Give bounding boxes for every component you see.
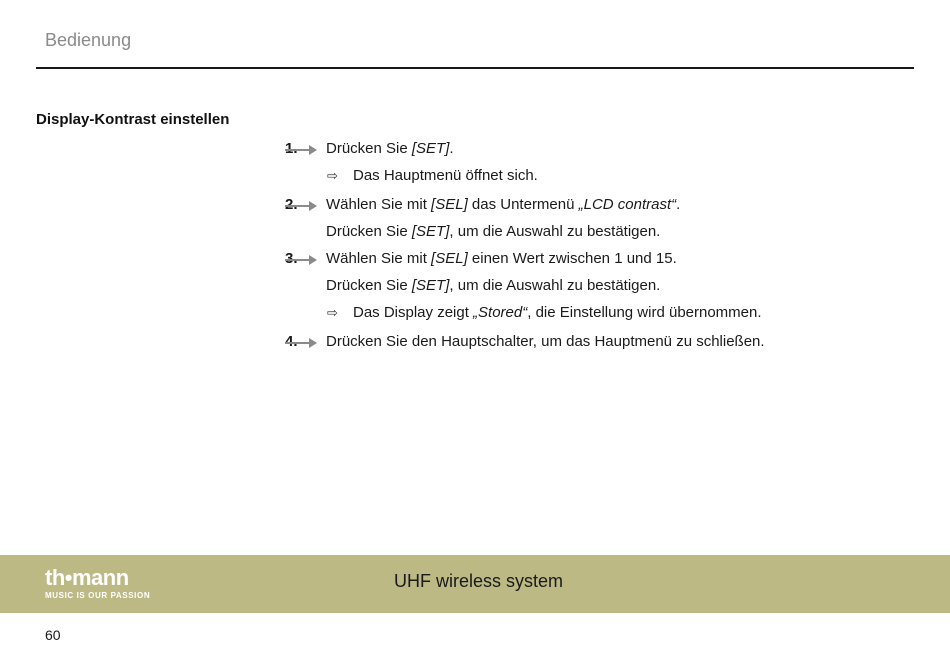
step-number: 3.	[285, 245, 319, 272]
result-arrow-icon: ⇨	[327, 305, 338, 320]
page-header-title: Bedienung	[45, 30, 132, 50]
header-divider	[36, 67, 914, 69]
step-3-result: ⇨ Das Display zeigt „Stored“, die Einstellung wird übernommen.	[285, 299, 905, 326]
result-arrow-icon: ⇨	[327, 168, 338, 183]
step-arrow-icon	[285, 255, 319, 265]
logo-wordmark: th•mann	[45, 565, 129, 590]
step-2-line-1: 2. Wählen Sie mit [SEL] das Untermenü „LCD contrast“.	[285, 191, 905, 218]
page-number: 60	[45, 627, 61, 643]
step-4-line-1: 4. Drücken Sie den Hauptschalter, um das Hauptmenü zu schließen.	[285, 328, 905, 355]
step-3-line-1: 3. Wählen Sie mit [SEL] einen Wert zwischen 1 und 15.	[285, 245, 905, 272]
step-arrow-icon	[285, 338, 319, 348]
step-2-line-2: Drücken Sie [SET], um die Auswahl zu bestätigen.	[326, 223, 661, 240]
step-1-line-1: 1. Drücken Sie [SET].	[285, 135, 905, 162]
step-number: 1.	[285, 135, 319, 162]
step-arrow-icon	[285, 145, 319, 155]
section-heading: Display-Kontrast einstellen	[36, 111, 230, 128]
step-arrow-icon	[285, 201, 319, 211]
step-1-result: ⇨ Das Hauptmenü öffnet sich.	[285, 162, 905, 189]
instruction-steps	[285, 135, 905, 355]
step-3-line-2: Drücken Sie [SET], um die Auswahl zu bestätigen.	[326, 277, 661, 294]
step-number: 4.	[285, 328, 319, 355]
logo-tagline: MUSIC IS OUR PASSION	[45, 591, 151, 600]
footer-product-title: UHF wireless system	[394, 571, 564, 591]
thomann-logo	[45, 567, 150, 600]
step-number: 2.	[285, 191, 319, 218]
